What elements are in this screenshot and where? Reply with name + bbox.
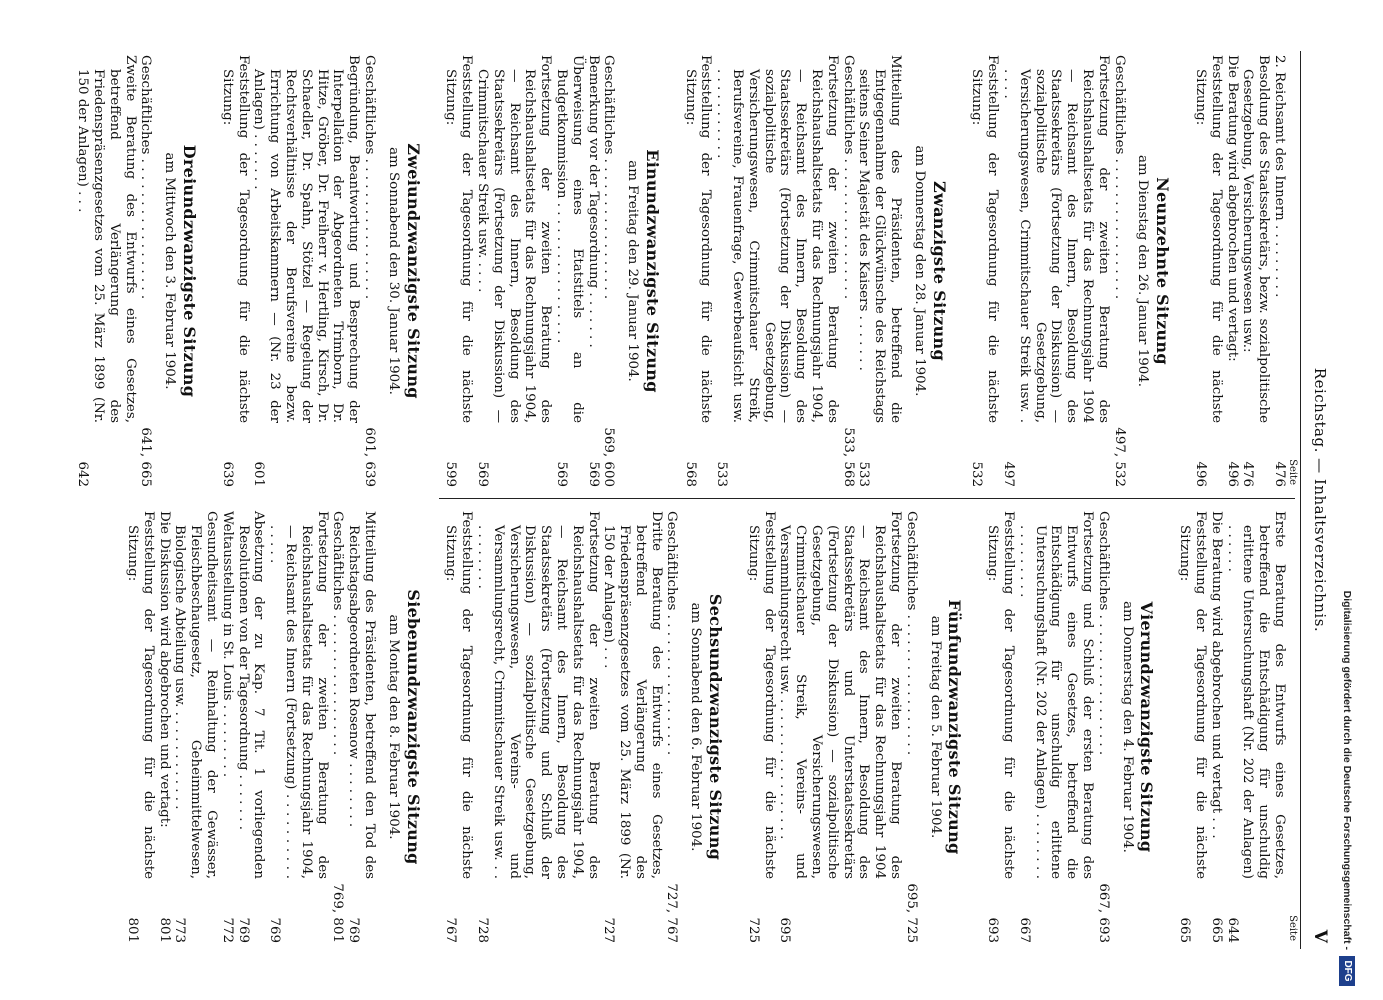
entry-text: Geschäftliches . . . . . . . . . . . . . . . . .: [330, 511, 346, 756]
toc-entry: [474, 511, 600, 943]
entry-text: Geschäftliches . . . . . . . . . . . . . . . . .: [138, 55, 154, 300]
toc-entry: [1192, 55, 1224, 487]
page-reference: 569: [553, 461, 569, 487]
seite-label: Seite: [1287, 459, 1298, 485]
right-column: [124, 511, 1297, 943]
entry-text: Feststellung der Tagesordnung für die nächste Sitzung:: [443, 55, 475, 423]
toc-entry: [443, 511, 475, 943]
entry-text: Fortsetzung der zweiten Beratung des Reichshaushaltsetats für das Rechnungsjahr 1904, — Reichsamt des Innern, Besoldung des Staatssekretärs (Fortsetzung der Diskussion) — sozialpolitische Gesetzgebung, Versicherungswesen, Crimmitschauer Streik, Berufsvereine, Frauenfrage, Gewerbeaufsicht usw. . . . . . . . . . . .: [714, 55, 840, 423]
entry-text: Feststellung der Tagesordnung für die nächste Sitzung:: [443, 511, 475, 879]
entry-text: Feststellung der Tagesordnung für die nächste Sitzung:: [1193, 55, 1224, 423]
digitization-stamp: [1331, 10, 1361, 990]
column-divider: [439, 498, 1295, 499]
page-reference: 728: [474, 917, 490, 943]
toc-entry: [601, 511, 664, 943]
toc-entry: [219, 511, 235, 943]
entry-text: Die Beratung wird abgebrochen und vertagt:: [1224, 55, 1240, 362]
toc-entry: [235, 511, 267, 943]
toc-entry: [553, 55, 585, 487]
page-reference: 644: [1224, 917, 1240, 943]
page-reference: 769, 801: [330, 883, 346, 943]
page-reference: 801: [156, 917, 172, 943]
toc-entry: [714, 55, 840, 487]
toc-entry: [984, 511, 1016, 943]
page-reference: 476: [1272, 461, 1287, 487]
page-reference: 727, 767: [664, 883, 680, 943]
session-date: am Sonnabend den 6. Februar 1904.: [688, 602, 704, 852]
entry-text: Mitteilung des Präsidenten, betreffend den Tod des Reichstagsabgeordneten Rosenow . . . . . . . .: [346, 511, 377, 879]
toc-entry: [1240, 55, 1272, 487]
toc-entry: [1000, 55, 1111, 487]
session-heading: Dreiundzwanzigste Sitzung: [179, 144, 199, 398]
entry-text: Erste Beratung des Entwurfs eines Gesetzes, betreffend die Entschädigung für unschuldig erlittene Untersuchungshaft (Nr. 202 der Anlagen) . . . . . .: [1224, 511, 1287, 879]
toc-entry: [903, 511, 919, 943]
page-reference: 772: [219, 917, 235, 943]
entry-text: Feststellung der Tagesordnung für die nächste Sitzung:: [219, 55, 251, 423]
left-column: [74, 55, 1297, 487]
entry-text: Geschäftliches . . . . . . . . . . . . . . . . .: [1095, 511, 1111, 756]
entry-text: Die Beratung wird abgebrochen und vertagt . . .: [1208, 511, 1224, 839]
page-reference: 665: [1177, 917, 1193, 943]
session-date: am Mittwoch den 3. Februar 1904.: [162, 152, 178, 390]
entry-text: Zweite Beratung des Entwurfs eines Gesetzes, betreffend Verlängerung des Friedenspräsenzgesetzes vom 25. März 1899 (Nr. 150 der Anlagen) . . .: [75, 55, 138, 423]
page-reference: 496: [1224, 461, 1240, 487]
session-heading: Zweiundzwanzigste Sitzung: [403, 143, 423, 399]
page-reference: 639: [219, 461, 235, 487]
session-heading: Einundzwanzigste Sitzung: [642, 149, 662, 393]
page-reference: 497, 532: [1111, 427, 1127, 487]
scanned-page: [51, 51, 1331, 949]
page-reference: 497: [1001, 461, 1017, 487]
session-date: am Montag den 8. Februar 1904.: [385, 614, 401, 840]
toc-entry: [474, 55, 553, 487]
entry-text: Gesundheitsamt — Reinhaltung der Gewässer, Fleischbeschaugesetz, Geheimmittelwesen, Biologische Abteilung usw. . . . . . . . . . . . .: [172, 511, 219, 879]
entry-text: Dritte Beratung des Entwurfs eines Gesetzes, betreffend Verlängerung des Friedenspräsenzgesetzes vom 25. März 1899 (Nr. 150 der Anlagen) . . .: [601, 511, 664, 879]
page-reference: 601, 639: [361, 427, 377, 487]
page-reference: 665: [1208, 917, 1224, 943]
page-reference: 533, 568: [840, 427, 856, 487]
toc-entry: [345, 511, 377, 943]
page-reference: 773: [172, 917, 188, 943]
entry-text: Feststellung der Tagesordnung für die nächste Sitzung:: [969, 55, 1001, 423]
page-reference: 533: [856, 461, 872, 487]
entry-text: Feststellung der Tagesordnung für die nächste Sitzung:: [682, 55, 714, 423]
toc-entry: [138, 55, 154, 487]
page-reference: 532: [969, 461, 985, 487]
running-title: Reichstag. — Inhaltsverzeichnis.: [1311, 367, 1329, 633]
toc-entry: [172, 511, 219, 943]
page-reference: 476: [1240, 461, 1256, 487]
session-heading: Siebenundzwanzigste Sitzung: [403, 589, 423, 865]
toc-entry: [330, 511, 346, 943]
toc-entry: [585, 55, 601, 487]
toc-entry: [219, 55, 251, 487]
session-date: am Dienstag den 26. Januar 1904.: [1135, 154, 1151, 388]
toc-entry: [777, 511, 903, 943]
session-heading: Vierundzwanzigste Sitzung: [1137, 601, 1157, 853]
entry-text: Mitteilung des Präsidenten, betreffend die Entgegennahme der Glückwünsche des Reichstags seitens Seiner Majestät des Kaisers . . . . . . .: [856, 55, 904, 423]
page-reference: 496: [1193, 461, 1209, 487]
entry-text: Fortsetzung der zweiten Beratung des Reichshaushaltsetats für das Rechnungsjahr 1904, — Reichsamt des Innern (Fortsetzung) . . . . . . . . . . . . . . .: [267, 511, 330, 879]
entry-text: Begründung, Beantwortung und Besprechung der Interpellation der Abgeordneten Trimborn, Dr. Hitze, Gröber, Dr. Freiherr v. Hertling, Kirsch, Dr. Schaedler, Dr. Spahn, Stötzel — Regelung der Rechtsverhältnisse der Berufsvereine bezw. Errichtung von Arbeitskammern — (Nr. 23 der Anlagen) . . . . . . .: [251, 55, 362, 423]
page-reference: 667: [1016, 917, 1032, 943]
toc-entry: [124, 511, 156, 943]
toc-entry: [856, 55, 903, 487]
entry-text: Geschäftliches . . . . . . . . . . . . . . . . .: [840, 55, 856, 300]
toc-entry: [969, 55, 1001, 487]
session-date: am Freitag den 5. Februar 1904.: [927, 615, 943, 839]
toc-entry: [1095, 511, 1111, 943]
toc-entry: [156, 511, 172, 943]
toc-entry: [361, 55, 377, 487]
rotated-page-content: [51, 51, 1331, 949]
right-entries: [124, 511, 1287, 943]
entry-text: Fortsetzung der zweiten Beratung des Reichshaushaltsetats für das Rechnungsjahr 1904 — Reichsamt des Innern, Besoldung des Staatssekretärs und Unterstaatssekretärs (Fortsetzung der Diskussion) — sozialpolitische Gesetzgebung, Versicherungswesen, Crimmitschauer Streik, Vereins- und Versammlungsrecht usw. . . . . . . . . . . . . . . . . .: [777, 511, 904, 879]
page-reference: 642: [75, 461, 91, 487]
toc-entry: [443, 55, 475, 487]
entry-text: Fortsetzung der zweiten Beratung des Reichshaushaltsetats für das Rechnungsjahr 1904 — Reichsamt des Innern, Besoldung des Staatssekretärs (Fortsetzung der Diskussion) — sozialpolitische Gesetzgebung, Versicherungswesen, Crimmitschauer Streik usw. . . . . .: [1001, 55, 1111, 423]
page-reference: 641, 665: [138, 427, 154, 487]
toc-entry: [1208, 511, 1224, 943]
running-header: [1305, 51, 1330, 949]
page-reference: 727: [601, 917, 617, 943]
page-number: V: [1310, 929, 1330, 943]
toc-entry: [1111, 55, 1127, 487]
page-reference: 569, 600: [601, 427, 617, 487]
session-heading: Fünfundzwanzigste Sitzung: [945, 599, 965, 855]
toc-entry: [601, 55, 617, 487]
entry-text: Fortsetzung der zweiten Beratung des Reichshaushaltsetats für das Rechnungsjahr 1904, — Reichsamt des Innern, Besoldung des Staatssekretärs (Fortsetzung und Schluß der Diskussion) — sozialpolitische Gesetzgebung, Versicherungswesen, Vereins- und Versammlungsrecht, Crimmitschauer Streik usw. . . . . . . . . . .: [474, 511, 601, 879]
entry-text: Geschäftliches . . . . . . . . . . . . . . . . .: [664, 511, 680, 756]
page-reference: 695, 725: [903, 883, 919, 943]
seite-label: Seite: [1287, 915, 1298, 941]
page-reference: 601: [251, 461, 267, 487]
entry-text: Feststellung der Tagesordnung für die nächste Sitzung:: [1177, 511, 1209, 879]
session-date: am Sonnabend den 30. Januar 1904.: [385, 147, 401, 395]
session-heading: Sechsundzwanzigste Sitzung: [706, 593, 726, 861]
toc-entry: [1176, 511, 1208, 943]
toc-entry: [1271, 55, 1287, 487]
toc-entry: [266, 511, 329, 943]
toc-entry: [251, 55, 362, 487]
page-reference: 801: [125, 917, 140, 943]
toc-entry: [74, 55, 137, 487]
page-reference: 769: [346, 917, 362, 943]
session-heading: Zwanzigste Sitzung: [929, 181, 949, 361]
session-date: am Donnerstag den 4. Februar 1904.: [1119, 601, 1135, 853]
entry-text: Weltausstellung in St. Louis . . . . . . . . .: [219, 511, 235, 778]
entry-text: Fortsetzung der zweiten Beratung des Reichshaushaltsetats für das Rechnungsjahr 1904, — Reichsamt des Innern, Besoldung des Staatssekretärs (Fortsetzung der Diskussion) — Crimmitschauer Streik usw. . . . .: [474, 55, 554, 423]
page-reference: 695: [777, 917, 793, 943]
toc-entry: [1016, 511, 1095, 943]
page-reference: 533: [714, 461, 730, 487]
entry-text: Feststellung der Tagesordnung für die nächste Sitzung:: [985, 511, 1017, 879]
toc-entry: [840, 55, 856, 487]
entry-text: Bemerkung vor der Tagesordnung . . . . . . .: [585, 55, 601, 348]
page-reference: 569: [585, 461, 601, 487]
page-reference: 693: [985, 917, 1001, 943]
toc-entry: [664, 511, 680, 943]
entry-text: Überweisung eines Etatstitels an die Budgetkommission . . . . . . . . . . . . . . . . .: [553, 55, 585, 423]
entry-text: Geschäftliches . . . . . . . . . . . . . . . . .: [361, 55, 377, 300]
entry-text: Geschäftliches . . . . . . . . . . . . . . . . .: [1111, 55, 1127, 300]
entry-text: Feststellung der Tagesordnung für die nächste Sitzung:: [745, 511, 777, 879]
entry-text: 2. Reichsamt des Innern . . . . . . . . .: [1272, 55, 1287, 298]
page-reference: 599: [443, 461, 459, 487]
page-reference: 568: [682, 461, 698, 487]
toc-entry: [1224, 55, 1240, 487]
page-reference: 667, 693: [1095, 883, 1111, 943]
entry-text: Feststellung der Tagesordnung für die nächste Sitzung:: [125, 511, 156, 879]
page-reference: 767: [443, 917, 459, 943]
page-reference: 725: [745, 917, 761, 943]
page-reference: 769: [267, 917, 283, 943]
session-heading: Neunzehnte Sitzung: [1153, 177, 1173, 365]
stamp-text: Digitalisierung gefördert durch die Deutsche Forschungsgemeinschaft -: [1341, 590, 1353, 950]
entry-text: Die Diskussion wird abgebrochen und vertagt:: [156, 511, 172, 828]
session-date: am Freitag den 29. Januar 1904.: [625, 160, 641, 382]
entry-text: Fortsetzung und Schluß der ersten Beratung des Entwurfs eines Gesetzes, betreffend die Entschädigung für unschuldig erlittene Untersuchungshaft (Nr. 202 der Anlagen) . . . . . . . . . . . . . . . . .: [1016, 511, 1096, 879]
left-entries: [74, 55, 1287, 487]
entry-text: Besoldung des Staatssekretärs, bezw. sozialpolitische Gesetzgebung, Versicherungswesen usw.:: [1240, 55, 1272, 423]
entry-text: Geschäftliches . . . . . . . . . . . . . . . . .: [903, 511, 919, 756]
entry-text: Absetzung der zu Kap. 7 Tit. 1 vorliegenden Resolutionen von der Tagesordnung . . . . . . .: [235, 511, 267, 879]
header-rule: [1300, 51, 1301, 949]
entry-text: Geschäftliches . . . . . . . . . . . . . . . . .: [601, 55, 617, 300]
session-date: am Donnerstag den 28. Januar 1904.: [911, 145, 927, 397]
toc-entry: [745, 511, 777, 943]
toc-entry: [1224, 511, 1287, 943]
page-reference: 769: [235, 917, 251, 943]
toc-entry: [682, 55, 714, 487]
page-reference: 569: [474, 461, 490, 487]
dfg-logo: DFG: [1339, 956, 1355, 986]
